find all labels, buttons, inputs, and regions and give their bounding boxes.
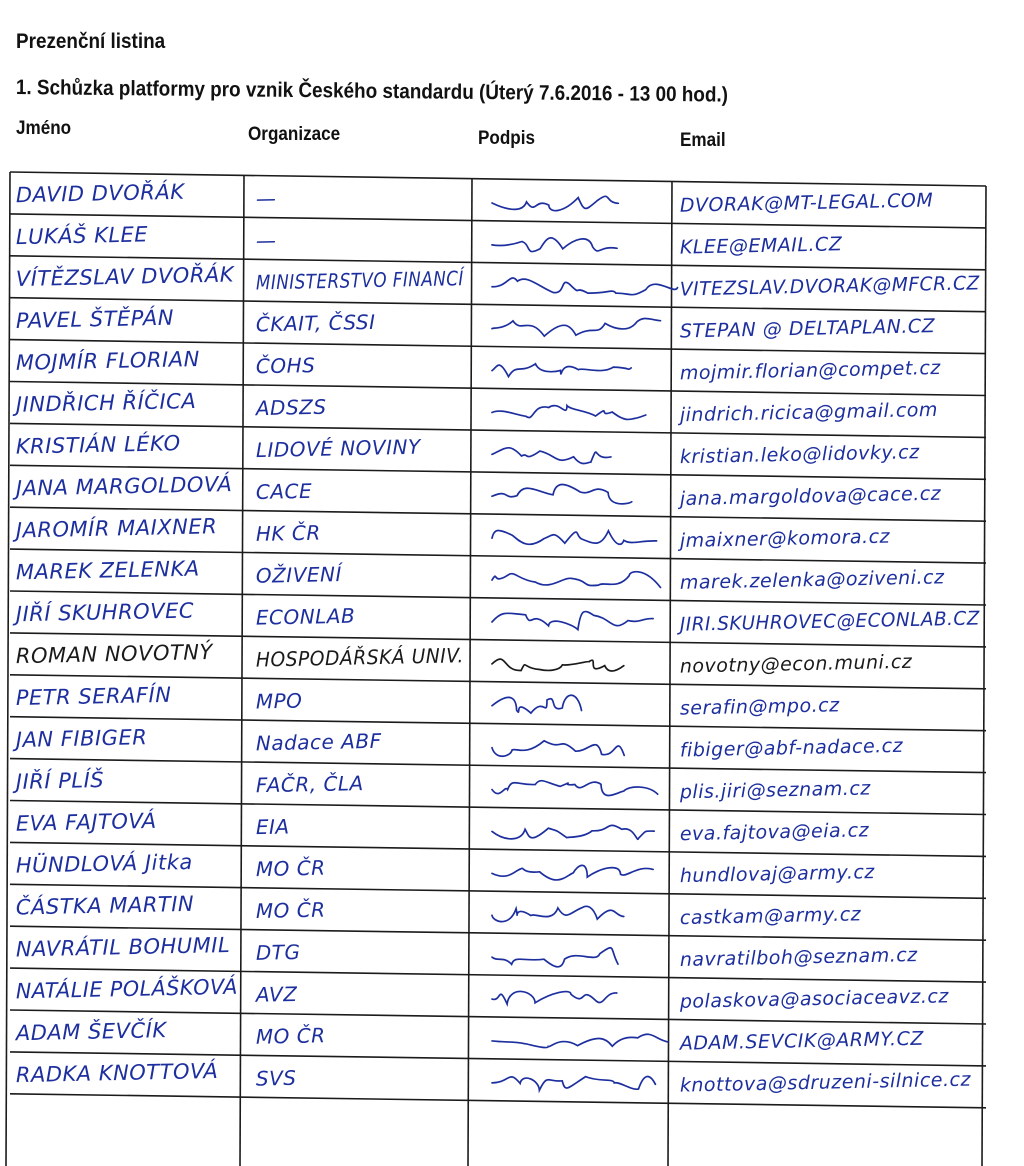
attendee-email: STEPAN @ DELTAPLAN.CZ — [679, 315, 936, 343]
attendee-name: VÍTĚZSLAV DVOŘÁK — [15, 262, 235, 292]
handwritten-signature — [492, 238, 617, 252]
attendee-name: DAVID DVOŘÁK — [15, 179, 185, 208]
attendee-organization: MO ČR — [255, 897, 326, 923]
attendee-name: PETR SERAFÍN — [15, 682, 172, 711]
attendee-name: ADAM ŠEVČÍK — [15, 1018, 167, 1046]
attendee-email: DVORAK@MT-LEGAL.COM — [679, 189, 934, 217]
attendee-organization: ČKAIT, ČSSI — [255, 309, 376, 337]
attendee-name: JAROMÍR MAIXNER — [15, 514, 218, 543]
attendee-organization: CACE — [255, 478, 313, 504]
column-header-signature: Podpis — [478, 128, 536, 149]
attendee-name: HÜNDLOVÁ Jitka — [15, 849, 193, 878]
column-header-email: Email — [680, 130, 726, 151]
handwritten-signature — [492, 865, 653, 880]
column-header-name: Jméno — [16, 118, 72, 139]
attendee-name: PAVEL ŠTĚPÁN — [15, 305, 175, 333]
meeting-heading: 1. Schůzka platformy pro vznik Českého standardu (Úterý 7.6.2016 - 13 00 hod.) — [15, 76, 729, 107]
attendee-email: jmaixner@komora.cz — [679, 525, 891, 552]
attendee-name: LUKÁŠ KLEE — [15, 222, 149, 250]
attendee-organization: EIA — [255, 814, 290, 840]
attendee-name: JIŘÍ PLÍŠ — [15, 768, 105, 794]
attendee-name: ČÁSTKA MARTIN — [15, 891, 195, 920]
attendee-email: fibiger@abf-nadace.cz — [679, 734, 904, 762]
table-border — [6, 172, 10, 1166]
handwritten-signature — [492, 1034, 668, 1047]
attendee-organization: HOSPODÁŘSKÁ UNIV. — [255, 642, 478, 672]
table-border — [982, 186, 986, 1166]
attendee-email: ADAM.SEVCIK@ARMY.CZ — [679, 1027, 925, 1055]
attendee-name: EVA FAJTOVÁ — [15, 808, 157, 836]
attendee-organization: SVS — [255, 1065, 297, 1091]
attendee-email: mojmir.florian@compet.cz — [679, 356, 941, 385]
column-divider — [668, 181, 672, 1166]
attendee-organization: MINISTERSTVO FINANCÍ — [255, 265, 504, 295]
handwritten-signature — [492, 318, 661, 336]
handwritten-signature — [492, 948, 618, 967]
attendee-organization: LIDOVÉ NOVINY — [255, 434, 421, 463]
attendee-name: KRISTIÁN LÉKO — [15, 431, 181, 459]
attendee-organization: Nadace ABF — [255, 728, 382, 756]
attendee-organization: HK ČR — [255, 520, 321, 546]
attendee-name: JIŘÍ SKUHROVEC — [15, 598, 195, 627]
attendee-email: JIRI.SKUHROVEC@ECONLAB.CZ — [679, 607, 990, 636]
attendee-email: eva.fajtova@eia.cz — [679, 819, 870, 846]
attendee-name: ROMAN NOVOTNÝ — [15, 640, 214, 669]
attendee-email: serafin@mpo.cz — [679, 694, 840, 720]
handwritten-signature — [492, 991, 617, 1004]
handwritten-signature — [492, 695, 582, 713]
handwritten-signature — [492, 612, 653, 630]
attendee-organization: MPO — [255, 688, 303, 714]
attendee-email: castkam@army.cz — [679, 903, 862, 930]
handwritten-signature — [492, 448, 611, 464]
table-row-rule — [10, 1094, 986, 1108]
attendee-name: NAVRÁTIL BOHUMIL — [15, 932, 231, 962]
table-row-rule — [10, 759, 986, 773]
attendee-name: JINDŘICH ŘÍČICA — [15, 388, 197, 417]
attendee-email: navratilboh@seznam.cz — [679, 944, 918, 971]
column-divider — [468, 179, 472, 1166]
column-header-organization: Organizace — [248, 124, 341, 145]
attendee-organization: ADSZS — [255, 394, 327, 421]
attendee-email: kristian.leko@lidovky.cz — [679, 441, 920, 469]
attendee-email: novotny@econ.muni.cz — [679, 650, 913, 678]
attendee-email: knottova@sdruzeni-silnice.cz — [679, 1068, 972, 1097]
attendee-organization: ECONLAB — [255, 603, 356, 630]
attendee-name: MOJMÍR FLORIAN — [15, 347, 201, 375]
attendee-organization: MO ČR — [255, 1023, 326, 1049]
attendee-organization: — — [255, 186, 277, 211]
handwritten-signature — [492, 530, 657, 544]
handwritten-signature — [492, 485, 632, 504]
handwritten-signature — [492, 659, 624, 671]
handwritten-signature — [492, 406, 646, 420]
attendee-name: RADKA KNOTTOVÁ — [15, 1058, 219, 1088]
table-rows — [12, 179, 990, 1097]
attendee-name: NATÁLIE POLÁŠKOVÁ — [15, 974, 242, 1004]
attendee-email: jindrich.ricica@gmail.com — [679, 398, 939, 427]
handwritten-signature — [492, 825, 654, 839]
handwritten-signature — [492, 781, 658, 796]
attendee-organization: DTG — [255, 939, 301, 965]
attendee-name: MAREK ZELENKA — [15, 556, 200, 585]
attendee-email: KLEE@EMAIL.CZ — [679, 233, 843, 259]
attendee-email: hundlovaj@army.cz — [679, 861, 876, 888]
handwritten-signature — [492, 364, 631, 377]
attendee-organization: ČOHS — [255, 353, 316, 379]
attendee-organization: — — [255, 228, 277, 253]
attendee-organization: AVZ — [255, 981, 298, 1007]
handwritten-signature — [492, 196, 618, 210]
attendee-name: JANA MARGOLDOVÁ — [15, 472, 233, 501]
handwritten-signature — [492, 1077, 655, 1091]
handwritten-signature — [492, 906, 624, 921]
table-row-rule — [10, 214, 986, 228]
handwritten-signature — [492, 741, 624, 756]
attendee-email: polaskova@asociaceavz.cz — [679, 985, 950, 1013]
table-row-rule — [10, 717, 986, 731]
attendee-organization: OŽIVENÍ — [255, 561, 343, 588]
attendee-email: jana.margoldova@cace.cz — [679, 482, 942, 511]
handwritten-signature — [492, 278, 678, 295]
handwritten-signature — [492, 572, 661, 588]
attendee-organization: MO ČR — [255, 855, 326, 882]
column-divider — [240, 175, 244, 1166]
attendee-organization: FAČR, ČLA — [255, 771, 364, 798]
document-title: Prezenční listina — [16, 30, 166, 53]
attendee-name: JAN FIBIGER — [15, 725, 148, 752]
attendee-email: marek.zelenka@oziveni.cz — [679, 566, 945, 594]
attendee-email: plis.jiri@seznam.cz — [679, 777, 871, 804]
attendee-email: VITEZSLAV.DVORAK@MFCR.CZ — [679, 272, 986, 301]
